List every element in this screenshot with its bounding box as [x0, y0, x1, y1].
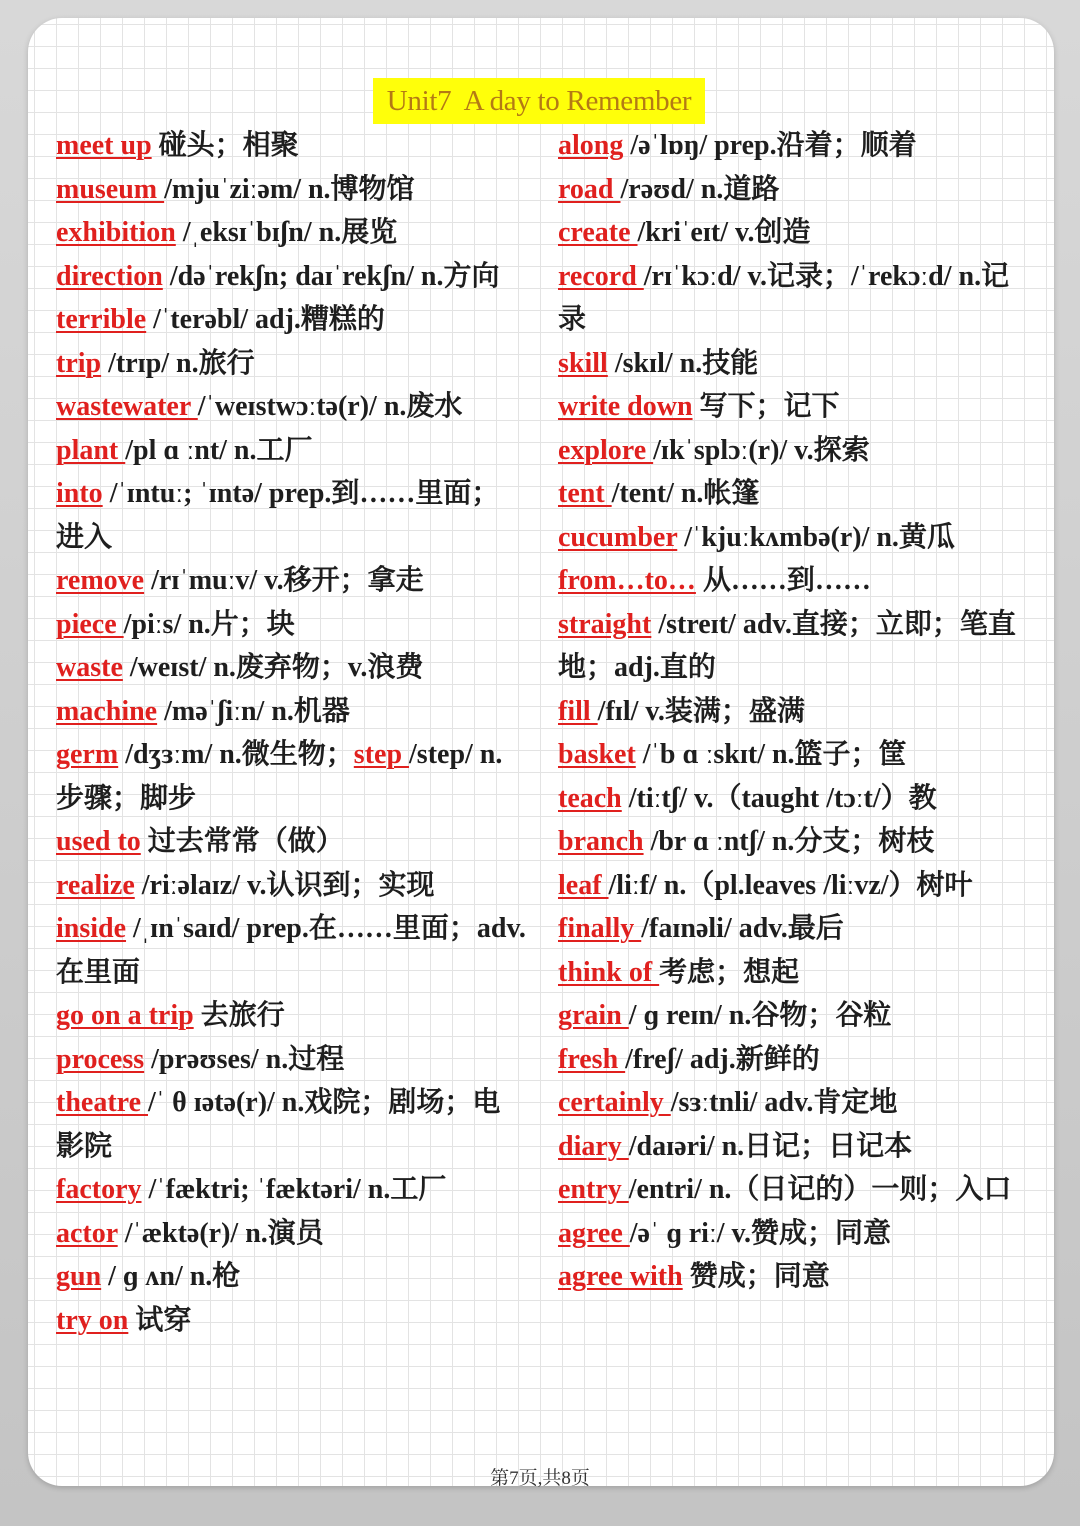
vocab-definition: 碰头；相聚 — [151, 130, 299, 161]
vocab-word: agree with — [558, 1261, 683, 1292]
vocab-column-right — [558, 124, 1028, 1299]
vocab-definition: 在里面 — [56, 956, 141, 988]
vocab-word: realize — [56, 869, 135, 901]
vocab-word: explore — [558, 434, 654, 466]
vocab-line — [558, 690, 1028, 734]
vocab-line — [558, 820, 1028, 864]
page-number: 第7页,共8页 — [490, 1468, 590, 1489]
vocab-word: remove — [56, 565, 145, 596]
vocab-definition: /məˈʃiːn/ n.机器 — [157, 695, 350, 727]
vocab-line — [558, 168, 1028, 212]
vocab-word: wastewater — [56, 391, 198, 422]
vocab-definition: /mjuˈziːəm/ n.博物馆 — [164, 173, 415, 205]
vocab-line — [56, 1038, 526, 1082]
vocab-line — [558, 516, 1028, 560]
vocab-definition: /ˈkjuːkʌmbə(r)/ n.黄瓜 — [677, 521, 955, 553]
vocab-word: direction — [56, 260, 163, 292]
vocab-definition: 录 — [558, 304, 587, 335]
vocab-word: along — [558, 130, 624, 161]
vocab-word: go on a trip — [56, 1000, 194, 1031]
vocab-definition: /faɪnəli/ adv.最后 — [641, 913, 844, 944]
vocab-word: process — [56, 1043, 145, 1075]
vocab-definition: /fɪl/ v.装满；盛满 — [597, 695, 805, 727]
vocab-line — [56, 690, 526, 734]
vocab-word: step — [353, 739, 410, 770]
vocab-word: create — [558, 217, 638, 248]
vocab-line — [558, 298, 1028, 342]
vocab-word: actor — [56, 1217, 118, 1249]
vocab-definition: /trɪp/ n.旅行 — [101, 347, 255, 379]
vocab-line — [558, 864, 1028, 908]
vocab-definition: /ˈ θ ɪətə(r)/ n.戏院；剧场；电 — [148, 1087, 501, 1118]
vocab-word: finally — [558, 913, 642, 944]
vocab-definition: /riːəlaɪz/ v.认识到；实现 — [134, 869, 435, 901]
vocab-definition: /dʒɜːm/ n.微生物； — [118, 739, 354, 770]
vocab-definition: /step/ n. — [409, 739, 503, 770]
vocab-line — [56, 255, 526, 299]
vocab-line — [56, 994, 526, 1038]
vocab-word: piece — [56, 608, 124, 640]
vocab-definition: /skɪl/ n.技能 — [607, 347, 759, 379]
vocab-definition: /ˈb ɑ ːskɪt/ n.篮子；筐 — [635, 739, 907, 770]
vocab-definition: 步骤；脚步 — [56, 782, 197, 814]
vocab-word: certainly — [558, 1087, 671, 1118]
vocab-line — [56, 342, 526, 386]
vocab-line — [558, 1125, 1028, 1169]
vocab-line — [56, 429, 526, 473]
vocab-line — [56, 820, 526, 864]
vocab-definition: /ˈɪntuː; ˈɪntə/ prep.到……里面； — [102, 478, 500, 509]
vocab-definition: /dəˈrekʃn; daɪˈrekʃn/ n.方向 — [162, 260, 500, 292]
vocab-line — [56, 298, 526, 342]
vocab-word: skill — [558, 347, 608, 379]
vocab-line — [558, 429, 1028, 473]
vocab-definition: /streɪt/ adv.直接；立即；笔直 — [651, 608, 1016, 640]
vocab-definition: /liːf/ n.（pl.leaves /liːvz/）树叶 — [608, 869, 973, 901]
vocab-word: basket — [558, 739, 636, 770]
vocab-line — [558, 994, 1028, 1038]
vocab-line — [558, 211, 1028, 255]
vocab-definition: /piːs/ n.片；块 — [123, 608, 295, 640]
vocab-line — [56, 777, 526, 821]
vocab-word: machine — [56, 695, 158, 727]
vocab-line — [558, 124, 1028, 168]
vocab-line — [558, 1212, 1028, 1256]
vocab-word: inside — [56, 913, 127, 944]
page-title: Unit7 A day to Remember — [373, 78, 705, 124]
vocab-definition: /prəʊses/ n.过程 — [144, 1043, 345, 1075]
vocab-definition: / ɡ reɪn/ n.谷物；谷粒 — [628, 1000, 892, 1031]
vocab-definition: /entri/ n.（日记的）一则；入口 — [628, 1174, 1012, 1205]
vocab-line — [56, 472, 526, 516]
vocab-word: think of — [558, 956, 660, 988]
vocab-word: diary — [558, 1130, 629, 1162]
vocab-line — [558, 472, 1028, 516]
vocab-line — [56, 733, 526, 777]
vocab-definition: 从……到…… — [695, 565, 871, 596]
vocab-definition: /rəʊd/ n.道路 — [620, 173, 780, 205]
vocab-word: museum — [56, 173, 165, 205]
vocab-line — [56, 1299, 526, 1343]
vocab-word: agree — [558, 1217, 630, 1249]
vocab-line — [56, 168, 526, 212]
vocab-line — [56, 1081, 526, 1125]
vocab-definition: /ɪkˈsplɔː(r)/ v.探索 — [653, 434, 870, 466]
vocab-definition: /ˌeksɪˈbɪʃn/ n.展览 — [175, 217, 398, 248]
vocab-line — [558, 1038, 1028, 1082]
vocab-definition: 地；adj.直的 — [558, 652, 716, 683]
vocab-line — [56, 646, 526, 690]
vocab-line — [56, 907, 526, 951]
vocab-word: plant — [56, 434, 126, 466]
vocab-definition: 考虑；想起 — [659, 956, 800, 988]
vocab-line — [558, 255, 1028, 299]
vocab-word: leaf — [558, 869, 609, 901]
vocab-definition: /br ɑ ːntʃ/ n.分支；树枝 — [643, 826, 935, 857]
vocab-word: branch — [558, 826, 644, 857]
vocab-definition: /sɜːtnli/ adv.肯定地 — [670, 1087, 898, 1118]
vocab-definition: /rɪˈmuːv/ v.移开；拿走 — [144, 565, 424, 596]
vocab-line — [558, 342, 1028, 386]
vocab-word: waste — [56, 652, 123, 683]
vocab-word: fresh — [558, 1043, 626, 1075]
vocab-line — [558, 646, 1028, 690]
vocab-line — [56, 603, 526, 647]
vocab-word: cucumber — [558, 521, 678, 553]
vocab-definition: /ˈterəbl/ adj.糟糕的 — [146, 304, 385, 335]
vocab-line — [558, 1081, 1028, 1125]
vocab-word: terrible — [56, 304, 147, 335]
vocab-word: entry — [558, 1174, 629, 1205]
vocab-definition: /pl ɑ ːnt/ n.工厂 — [125, 434, 313, 466]
vocab-line — [56, 211, 526, 255]
vocab-word: road — [558, 173, 621, 205]
vocab-definition: 去旅行 — [193, 1000, 285, 1031]
vocab-word: from…to… — [558, 565, 696, 596]
vocab-word: trip — [56, 347, 102, 379]
vocab-word: fill — [558, 695, 598, 727]
vocab-word: write down — [558, 391, 693, 422]
vocab-definition: 过去常常（做） — [140, 826, 344, 857]
vocab-definition: /rɪˈkɔːd/ v.记录；/ˈrekɔːd/ n.记 — [643, 260, 1010, 292]
vocab-definition: /tent/ n.帐篷 — [611, 478, 760, 509]
vocab-line — [56, 516, 526, 560]
vocab-line — [558, 951, 1028, 995]
vocab-definition: 写下；记下 — [692, 391, 840, 422]
vocab-line — [56, 1168, 526, 1212]
vocab-word: straight — [558, 608, 652, 640]
vocab-word: teach — [558, 782, 622, 814]
vocab-definition: /kriˈeɪt/ v.创造 — [637, 217, 811, 248]
vocab-line — [56, 124, 526, 168]
vocab-definition: / ɡ ʌn/ n.枪 — [101, 1261, 241, 1292]
vocab-word: used to — [56, 826, 141, 857]
vocab-line — [558, 385, 1028, 429]
vocab-line — [558, 777, 1028, 821]
vocab-definition: /əˈ ɡ riː/ v.赞成；同意 — [629, 1217, 891, 1249]
vocab-definition: /weɪst/ n.废弃物；v.浪费 — [122, 652, 424, 683]
vocab-definition: /ˌɪnˈsaɪd/ prep.在……里面；adv. — [126, 913, 526, 944]
vocab-column-left — [56, 124, 526, 1342]
vocab-definition: 影院 — [56, 1130, 113, 1162]
vocab-definition: /ˈweɪstwɔːtə(r)/ n.废水 — [197, 391, 463, 422]
vocab-word: try on — [56, 1304, 129, 1336]
vocab-line — [558, 1255, 1028, 1299]
vocab-word: exhibition — [56, 217, 176, 248]
vocab-line — [56, 1255, 526, 1299]
vocab-line — [558, 1168, 1028, 1212]
vocab-line — [558, 907, 1028, 951]
vocab-definition: 进入 — [56, 521, 113, 553]
vocab-line — [558, 603, 1028, 647]
vocab-definition: 赞成；同意 — [682, 1261, 830, 1292]
vocab-word: grain — [558, 1000, 629, 1031]
vocab-word: factory — [56, 1174, 142, 1205]
vocab-definition: /ˈæktə(r)/ n.演员 — [117, 1217, 324, 1249]
vocab-line — [56, 951, 526, 995]
vocab-line — [56, 385, 526, 429]
vocab-word: meet up — [56, 130, 152, 161]
vocab-word: into — [56, 478, 103, 509]
vocab-line — [56, 864, 526, 908]
vocab-line — [56, 1125, 526, 1169]
vocab-definition: /daɪəri/ n.日记；日记本 — [628, 1130, 913, 1162]
vocab-word: tent — [558, 478, 612, 509]
vocab-word: theatre — [56, 1087, 148, 1118]
vocab-word: germ — [56, 739, 119, 770]
vocab-line — [56, 559, 526, 603]
vocab-word: gun — [56, 1261, 102, 1292]
vocab-line — [56, 1212, 526, 1256]
vocab-line — [558, 559, 1028, 603]
vocab-definition: /freʃ/ adj.新鲜的 — [625, 1043, 820, 1075]
vocab-line — [558, 733, 1028, 777]
vocab-definition: /tiːtʃ/ v.（taught /tɔːt/）教 — [621, 782, 937, 814]
vocab-word: record — [558, 260, 644, 292]
vocab-definition: /əˈlɒŋ/ prep.沿着；顺着 — [623, 130, 917, 161]
vocab-definition: /ˈfæktri; ˈfæktəri/ n.工厂 — [141, 1174, 447, 1205]
vocab-definition: 试穿 — [128, 1304, 192, 1336]
